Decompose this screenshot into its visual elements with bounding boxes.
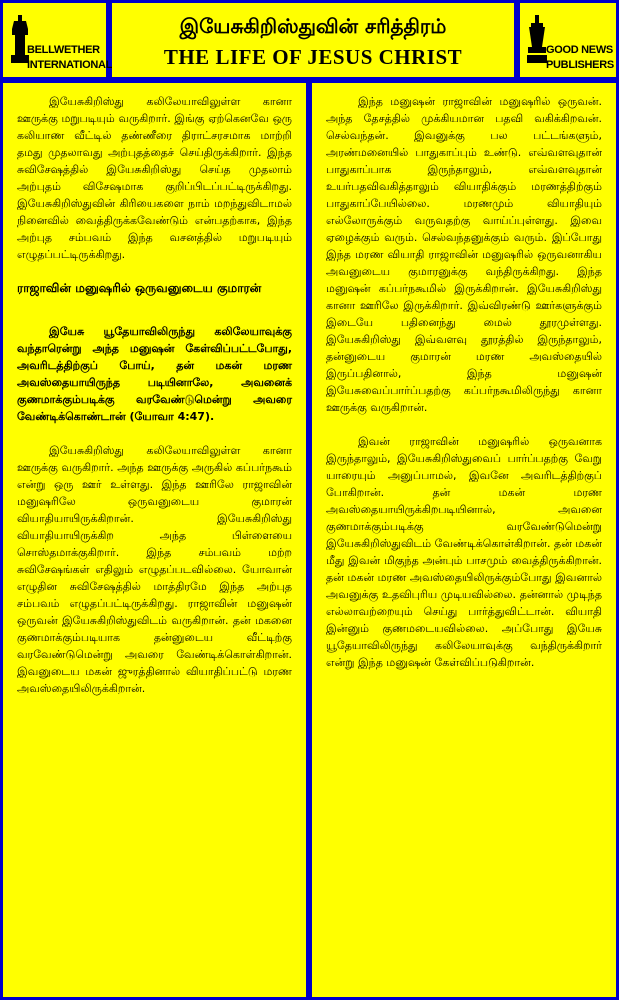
logo-line-2: PUBLISHERS (546, 59, 614, 71)
scripture-quote: இயேசு யூதேயாவிலிருந்து கலிலேயாவுக்கு வந்தாரென்று அந்த மனுஷன் கேள்விப்பட்டபோது, அவரிடத்திற்குப் போய், தன் மகன் மரண அவஸ்தையாயிருந்த படியினாலே, அவனைக் குணமாக்கும்படிக்கு வரவேண்டுமென்று அவரை வேண்டிக்கொண்டான் (யோவா 4:47). (17, 325, 292, 423)
good-news-logo-icon (526, 13, 548, 65)
title-english: THE LIFE OF JESUS CHRIST (163, 45, 463, 69)
left-paragraph-2: இயேசுகிறிஸ்து கலிலேயாவிலுள்ள கானா ஊருக்கு வருகிறார். அந்த ஊருக்கு அருகில் கப்பர்நகூம் என்று ஒரு ஊர் உள்ளது. இந்த ஊரிலே ராஜாவின் மனுஷரிலே ஒருவனுடைய குமாரன் வியாதியாயிருக்கிறான். இயேசுகிறிஸ்து வியாதியாயிருக்கிற அந்த பிள்ளையை சொஸ்தமாக்குகிறார். இந்த சம்பவம் மற்ற சுவிசேஷங்கள் எதிலும் எழுதப்படவில்லை. யோவான் எழுதின சுவிசேஷத்தில் மாத்திரமே இந்த அற்புத சம்பவம் எழுதப்பட்டிருக்கிறது. ராஜாவின் மனுஷன் ஒருவன் இயேசுகிறிஸ்துவிடம் வருகிறான். தன் மகனை குணமாக்கும்படியாக தன்னுடைய வீட்டிற்கு வரவேண்டுமென்று அவரை வேண்டிக்கொள்கிறான். இவனுடைய மகன் ஜுரத்தினால் வியாதிப்பட்டு மரண அவஸ்தையிலிருக்கிறான். (17, 444, 292, 695)
right-column (312, 83, 616, 997)
header-right-logo-panel (520, 3, 616, 77)
right-paragraph-1: இந்த மனுஷன் ராஜாவின் மனுஷரில் ஒருவன். அந்த தேசத்தில் முக்கியமான பதவி வகிக்கிறவன். செல்வந்தன். இவனுக்கு பல பட்டங்களும், அரண்மனையில் பாதுகாப்பும் உண்டு. எவ்வளவுதான் பாதுகாப்பாக இருந்தாலும், எவ்வளவுதான் உயர்பதவிவகித்தாலும் வியாதிக்கும் மரணத்திற்கும் பாதுகாப்பேயில்லை. மரணமும் வியாதியும் எல்லோருக்கும் வருவதற்கு வாய்ப்புள்ளது. இவை ஏழைக்கும் வரும். செல்வந்தனுக்கும் வரும். இப்போது இந்த மரண வியாதி ராஜாவின் மனுஷரில் ஒருவனாகிய அவனுடைய குமாரனுக்கு வந்திருக்கிறது. இந்த மனுஷன் கப்பர்நகூமில் இருக்கிறான். இயேசுகிறிஸ்து கானா ஊரிலே இருக்கிறார். இவ்விரண்டு ஊர்களுக்கும் இடையே பதினைந்து மைல் தூரமுள்ளது. இயேசுகிறிஸ்து இவ்வளவு தூரத்தில் இருந்தாலும், தன்னுடைய குமாரன் மரண அவஸ்தையில் இருப்பதினால், இந்த மனுஷன் இயேசுவைப்பார்ப்பதற்கு கப்பர்நகூமிலிருந்து கானா ஊருக்கு வருகிறான். (326, 95, 602, 414)
left-paragraph-1: இயேசுகிறிஸ்து கலிலேயாவிலுள்ள கானா ஊருக்கு மறுபடியும் வருகிறார். இங்கு ஏற்கெனவே ஒரு கலியாண வீட்டில் தண்ணீரை திராட்சரசமாக மாற்றி தமது முதலாவது அற்புதத்தைச் செய்திருக்கிறார். இந்த சுவிசேஷத்தில் இயேசுகிறிஸ்து செய்த முதலாம் அற்புதம் விசேஷமாக குறிப்பிடப்பட்டிருக்கிறது. இயேசுகிறிஸ்துவின் கிரியைகளை நாம் மறந்துவிடாமல் நினைவில் வைத்திருக்கவேண்டும் என்பதற்காக, இந்த அற்புத சம்பவம் இந்த வசனத்தில் மறுபடியும் எழுதப்பட்டிருக்கிறது. (17, 95, 292, 261)
logo-line-1: BELLWETHER (27, 44, 100, 56)
section-subheading: ராஜாவின் மனுஷரில் ஒருவனுடைய குமாரன் (17, 281, 262, 295)
logo-line-2: INTERNATIONAL (27, 59, 113, 71)
logo-line-1: GOOD NEWS (546, 44, 613, 56)
good-news-logo-text (546, 43, 614, 73)
bellwether-logo-text (27, 43, 112, 73)
right-paragraph-2: இவன் ராஜாவின் மனுஷரில் ஒருவனாக இருந்தாலும், இயேசுகிறிஸ்துவைப் பார்ப்பதற்கு வேறு யாரையும் அனுப்பாமல், இவனே அவரிடத்திற்குப் போகிறான். தன் மகன் மரண அவஸ்தையாயிருக்கிறபடியினால், அவனை குணமாக்கும்படிக்கு வரவேண்டுமென்று இயேசுகிறிஸ்துவிடம் வேண்டிக்கொள்கிறான். தன் மகன் மீது இவன் மிகுந்த அன்பும் பாசமும் வைத்திருக்கிறான். தன் மகன் மரண அவஸ்தையிலிருக்கும்போது இவனால் அவனுக்கு உதவிபுரிய முடியவில்லை. தன்னால் முடிந்த எல்லாவற்றையும் செய்து பார்த்துவிட்டான். வியாதி இன்னும் குணமடையவில்லை. அப்போது இயேசு யூதேயாவிலிருந்து கலிலேயாவுக்கு வந்திருக்கிறார் என்று இந்த மனுஷன் கேள்விப்படுகிறான். (326, 435, 602, 669)
title-tamil: இயேசுகிறிஸ்துவின் சரித்திரம் (179, 14, 447, 38)
left-column (3, 83, 306, 997)
header-title-panel (112, 3, 514, 77)
header-left-logo-panel (3, 3, 113, 77)
